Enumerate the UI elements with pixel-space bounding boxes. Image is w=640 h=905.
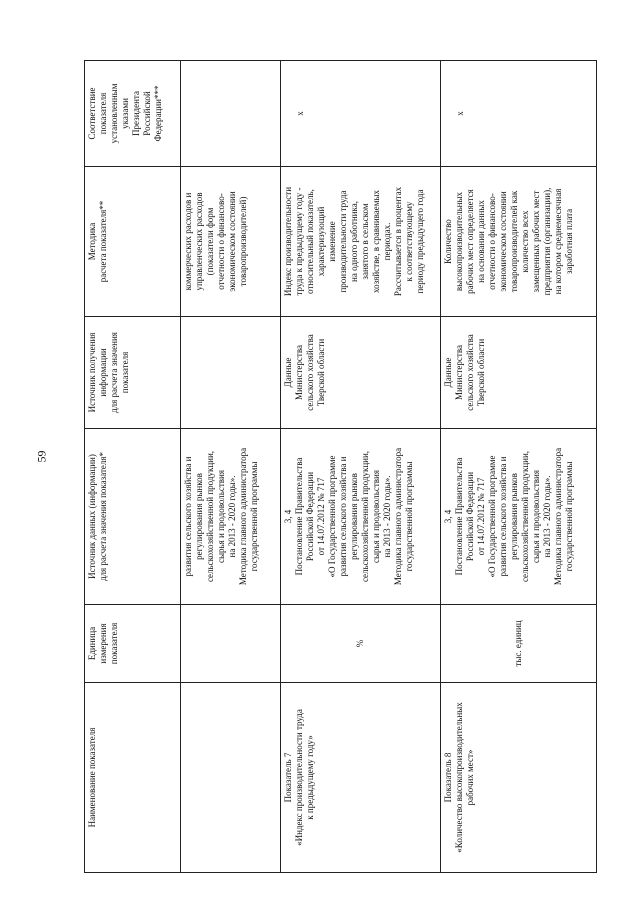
header-name (85, 683, 181, 873)
row-2-source-obtain (441, 317, 597, 429)
cell-text-line: характеризующий (316, 206, 326, 277)
cell-text-line: расчета показателя** (98, 200, 108, 283)
cell-text-line: Методика главного администратора (553, 447, 563, 586)
cell-text-line: Министерства (294, 345, 304, 400)
cell-text-line: Тверской области (316, 338, 326, 407)
cell-text-line: на котором среднемесячная (553, 188, 563, 295)
cell-text-line: для расчета значения (109, 332, 119, 413)
cell-text-line: установленным (109, 83, 119, 144)
cell-text-line: на 2013 - 2020 годы». (227, 475, 237, 558)
cell-text-line: Наименование показателя (87, 727, 97, 828)
cell-text-line: относительный показатель, (305, 189, 315, 294)
cell-text-line: экономическом состоянии (498, 191, 508, 292)
row-0-method (181, 167, 281, 317)
row-0-source-obtain (181, 317, 281, 429)
header-method (85, 167, 181, 317)
cell-text-line: показателя (98, 92, 108, 135)
cell-text-line: рабочих мест определяется (465, 189, 475, 294)
cell-text-line: от 14.07.2012 № 717 (476, 477, 486, 556)
cell-text-line: показателя (120, 351, 130, 394)
row-0-source (181, 429, 281, 605)
cell-text-line: Источник получения (87, 332, 97, 413)
cell-text-line: сырья и продовольствия (531, 469, 541, 564)
header-match (85, 61, 181, 167)
cell-text-line: Рассчитывается в процентах (393, 186, 403, 297)
cell-text-line: заработная плата (564, 208, 574, 275)
cell-text-line: от 14.07.2012 № 717 (316, 477, 326, 556)
table-header-row (85, 61, 181, 873)
cell-text-line: Индекс производительности (283, 186, 293, 297)
cell-text-line: регулирования рынков (509, 473, 519, 560)
cell-text-line: периоду предыдущего года (415, 189, 425, 294)
cell-text-line: развития сельского хозяйства и (183, 456, 193, 577)
rotated-table-container (84, 61, 596, 873)
cell-text-line: Российской Федерации (465, 471, 475, 562)
cell-text-line: Данные (443, 357, 453, 388)
cell-text-line: производительности труда (338, 190, 348, 293)
cell-text-line: регулирования рынков (349, 473, 359, 560)
header-source (85, 429, 181, 605)
cell-text-line: «Количество высокопроизводительных (454, 702, 464, 853)
row-1-unit: % (281, 605, 441, 683)
cell-text-line: к соответствующему (404, 201, 414, 282)
cell-text-line: 3, 4 (443, 509, 453, 524)
page-number: 59 (34, 450, 49, 463)
cell-text-line: Показатель 7 (283, 752, 293, 803)
cell-text-line: товаропроизводителей) (238, 196, 248, 287)
cell-text-line: для расчета значения показателя* (98, 451, 108, 582)
cell-text-line: к предыдущему году» (305, 735, 315, 820)
cell-text-line: отчетности о финансово- (216, 193, 226, 290)
table-row (181, 61, 281, 873)
cell-text-line: сырья и продовольствия (216, 469, 226, 564)
cell-text-line: сельскохозяйственной продукции, (205, 450, 215, 583)
cell-text-line: Количество (443, 219, 453, 264)
cell-text-line: «О Государственной программе (327, 455, 337, 578)
cell-text-line: «О Государственной программе (487, 455, 497, 578)
cell-text-line: сельского хозяйства (305, 334, 315, 411)
cell-text-line: периодах. (382, 222, 392, 261)
cell-text-line: Показатель 8 (443, 752, 453, 803)
row-2-name (441, 683, 597, 873)
row-2-source (441, 429, 597, 605)
cell-text-line: на 2013 - 2020 годы». (542, 475, 552, 558)
row-2-unit: тыс. единиц (441, 605, 597, 683)
cell-text-line: управленческих расходов (194, 192, 204, 291)
cell-text-line: сельскохозяйственной продукции, (360, 450, 370, 583)
cell-text-line: Единица (87, 626, 97, 661)
cell-text-line: Источник данных (информации) (87, 454, 97, 579)
row-2-method (441, 167, 597, 317)
cell-text-line: 3, 4 (283, 509, 293, 524)
row-1-match: x (281, 61, 441, 167)
cell-text-line: Постановление Правительства (294, 457, 304, 576)
cell-text-line: высокопроизводительных (454, 191, 464, 292)
cell-text-line: Методика главного администратора (238, 447, 248, 586)
cell-text-line: Президента (131, 91, 141, 136)
cell-text-line: занятого в сельском (360, 203, 370, 280)
cell-text-line: замещенных рабочих мест (531, 190, 541, 293)
cell-text-line: Данные (283, 357, 293, 388)
cell-text-line: «Индекс производительности труда (294, 709, 304, 846)
cell-text-line: изменение (327, 221, 337, 262)
cell-text-line: на основании данных (476, 200, 486, 283)
row-0-name (181, 683, 281, 873)
cell-text-line: сельскохозяйственной продукции, (520, 450, 530, 583)
cell-text-line: Тверской области (476, 338, 486, 407)
cell-text-line: экономическом состоянии (227, 191, 237, 292)
cell-text-line: предприятия (организации), (542, 187, 552, 296)
cell-text-line: количество всех (520, 210, 530, 273)
row-0-unit (181, 605, 281, 683)
cell-text-line: государственной программы (249, 461, 259, 572)
cell-text-line: на 2013 - 2020 годы». (382, 475, 392, 558)
cell-text-line: Министерства (454, 345, 464, 400)
header-source-obtain (85, 317, 181, 429)
cell-text-line: измерения (98, 623, 108, 664)
cell-text-line: рабочих мест» (465, 749, 475, 806)
cell-text-line: развития сельского хозяйства и (338, 456, 348, 577)
cell-text-line: показателя (109, 622, 119, 665)
cell-text-line: информации (98, 348, 108, 397)
cell-text-line: Методика (87, 222, 97, 261)
cell-text-line: Методика главного администратора (393, 447, 403, 586)
cell-text-line: Соответствие (87, 87, 97, 140)
row-1-source-obtain (281, 317, 441, 429)
cell-text-line: сырья и продовольствия (371, 469, 381, 564)
cell-text-line: на одного работника, (349, 201, 359, 282)
row-2-match: x (441, 61, 597, 167)
indicator-table (84, 60, 597, 873)
cell-text-line: хозяйстве, в сравниваемых (371, 189, 381, 294)
cell-text-line: Российской (142, 91, 152, 136)
table-row (441, 61, 597, 873)
cell-text-line: (показатели форм (205, 207, 215, 276)
cell-text-line: сельского хозяйства (465, 334, 475, 411)
cell-text-line: Федерации*** (153, 85, 163, 142)
cell-text-line: государственной программы (404, 461, 414, 572)
header-unit (85, 605, 181, 683)
row-1-method (281, 167, 441, 317)
cell-text-line: указами (120, 98, 130, 129)
cell-text-line: труда к предыдущему году - (294, 187, 304, 296)
cell-text-line: государственной программы (564, 461, 574, 572)
cell-text-line: Российской Федерации (305, 471, 315, 562)
row-1-name (281, 683, 441, 873)
row-1-source (281, 429, 441, 605)
cell-text-line: Постановление Правительства (454, 457, 464, 576)
cell-text-line: товаропроизводителей как (509, 190, 519, 293)
cell-text-line: развития сельского хозяйства и (498, 456, 508, 577)
cell-text-line: отчетности о финансово- (487, 193, 497, 290)
row-0-match (181, 61, 281, 167)
cell-text-line: коммерческих расходов и (183, 192, 193, 291)
table-row (281, 61, 441, 873)
cell-text-line: регулирования рынков (194, 473, 204, 560)
